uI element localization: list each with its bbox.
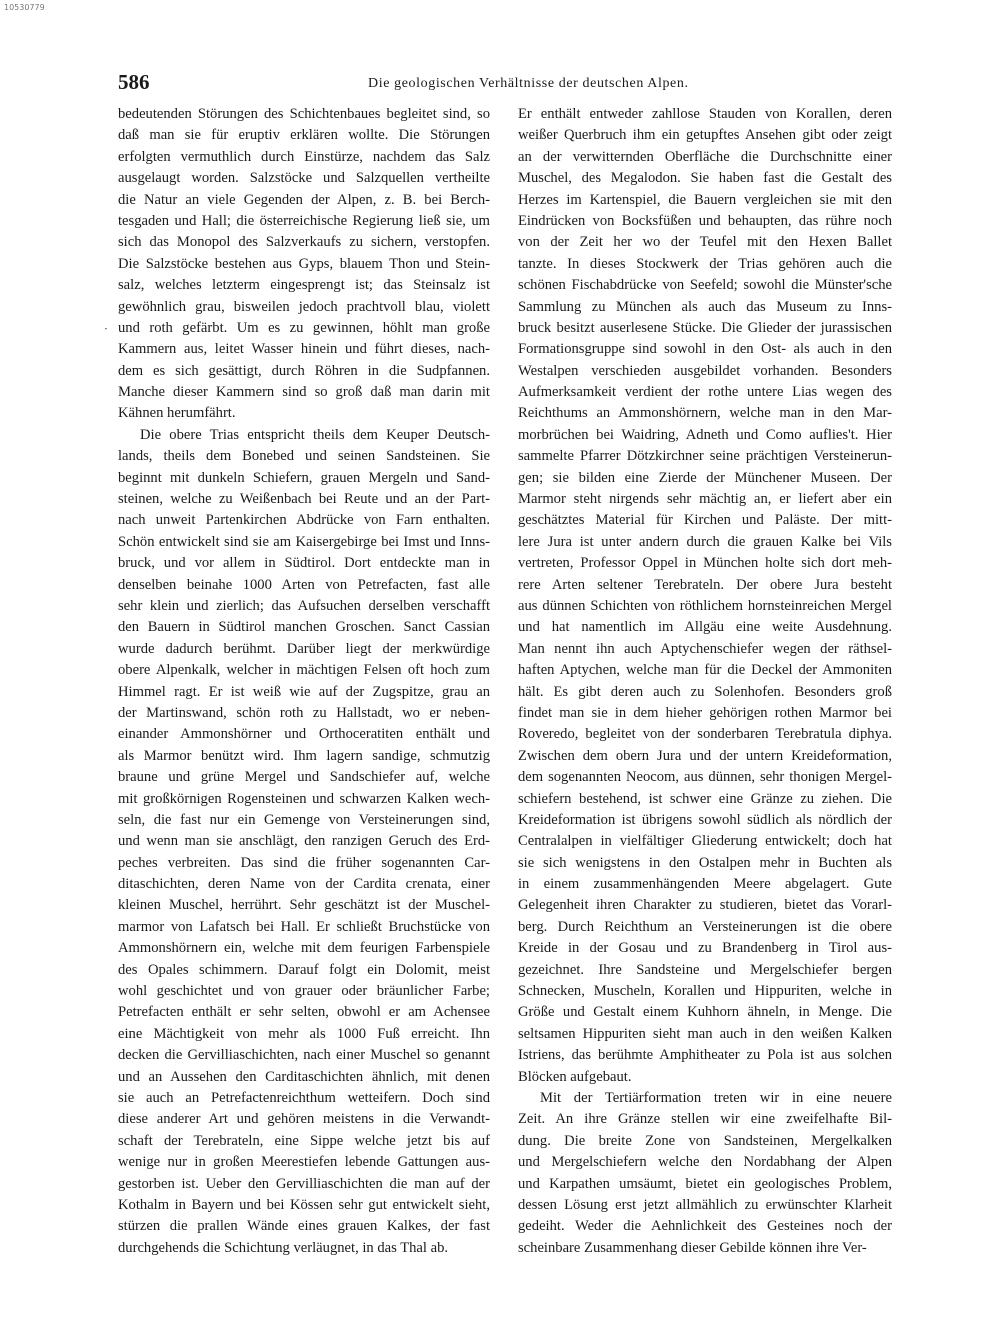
text-line: eine Mächtigkeit von mehr als 1000 Fuß erreicht. Ihn [118, 1025, 490, 1042]
text-line: daß man sie für eruptiv erklären wollte. Die Störungen [118, 127, 490, 144]
text-line: Man nennt ihn auch Aptychenschiefer wegen der räthsel- [518, 640, 892, 657]
text-line: und roth gefärbt. Um es zu gewinnen, höhlt man große [118, 319, 490, 336]
text-line: und wenn man sie anschlägt, den ranzigen Geruch des Erd- [118, 833, 490, 850]
text-line: findet man sie in dem hieher gehörigen rothen Marmor bei [518, 704, 892, 721]
text-line: steinen, welche zu Weißenbach bei Reute und an der Part- [118, 491, 490, 508]
text-line: durchgehends die Schichtung verläugnet, in das Thal ab. [118, 1239, 449, 1256]
text-line: sehr klein und zierlich; das Aufsuchen derselben verschafft [118, 597, 490, 614]
text-line: ausgelaugt worden. Salzstöcke und Salzquellen vertheilte [118, 170, 490, 187]
text-line: einander Ammonshörner und Orthoceratiten enthält und [118, 726, 490, 743]
text-line: vertreten, Professor Oppel in München holte sich dort meh- [518, 555, 892, 572]
text-line: schönen Fischabdrücke von Seefeld; sowohl die Münster'sche [518, 277, 892, 294]
text-line: bruck besitzt auserlesene Stücke. Die Glieder der jurassischen [518, 319, 892, 336]
page-number: 586 [118, 70, 150, 94]
text-line: Muschel, des Megalodon. Sie haben fast die Gestalt des [518, 170, 892, 187]
text-line: Westalpen verschieden ausgebildet vorhanden. Besonders [518, 362, 892, 379]
text-line: Ammonshörnern ein, welche mit dem feurigen Farbenspiele [118, 940, 490, 957]
text-line: Roveredo, begleitet von der sonderbaren Terebratula diphya. [518, 726, 892, 743]
text-line: stürzen die prallen Wände eines grauen Kalkes, der fast [118, 1218, 490, 1235]
text-line: schiefern bestehend, ist schwer eine Gränze zu ziehen. Die [518, 790, 892, 807]
text-line: erfolgten vermuthlich durch Einstürze, nachdem das Salz [118, 148, 490, 165]
text-line: rere Arten seltener Terebrateln. Der obere Jura besteht [518, 576, 892, 593]
text-line: mit großkörnigen Rogensteinen und schwarzen Kalken wech- [118, 790, 490, 807]
text-line: Blöcken aufgebaut. [518, 1068, 632, 1085]
text-line: Kreideformation ist übrigens sowohl südlich als nördlich der [518, 811, 892, 828]
text-line: lands, theils dem Bonebed und seinen Sandsteinen. Sie [118, 448, 490, 465]
text-line: hält. Es gibt deren auch zu Solenhofen. Besonders groß [518, 683, 892, 700]
text-line: und Mergelschiefern welche den Nordabhang der Alpen [518, 1154, 892, 1171]
text-line: tesgaden und Hall; die österreichische Regierung ließ sie, um [118, 212, 490, 229]
text-line: sie sich wenigstens in den Ostalpen mehr in Buchten als [518, 854, 892, 871]
text-line: wenige nur in großen Meerestiefen lebende Gattungen aus- [118, 1154, 490, 1171]
text-line: Zwischen dem obern Jura und der untern Kreideformation, [518, 747, 892, 764]
text-line: sie auch an Petrefactenreichthum wetteifern. Doch sind [118, 1089, 490, 1106]
text-line: weißer Querbruch ihm ein getupftes Ansehen gibt oder zeigt [518, 127, 892, 144]
text-line: dung. Die breite Zone von Sandsteinen, Mergelkalken [518, 1132, 892, 1149]
text-line: sammelte Pfarrer Dötzkirchner seine prächtigen Versteinerun- [518, 448, 892, 465]
page-header [118, 70, 874, 96]
text-line: beginnt mit dunkeln Schiefern, grauen Mergeln und Sand- [118, 469, 490, 486]
text-line: von der Zeit her wo der Teufel mit den Hexen Ballet [518, 234, 892, 251]
text-line: marmor von Lafatsch bei Hall. Er schließt Bruchstücke von [118, 918, 490, 935]
text-line: Eindrücken von Bocksfüßen und behaupten, das rühre noch [518, 212, 892, 229]
text-line: nach unweit Partenkirchen Abdrücke von Farn enthalten. [118, 512, 490, 529]
text-line: seltsamen Hippuriten sieht man auch in den weißen Kalken [518, 1025, 892, 1042]
text-line: Kammern aus, leitet Wasser hinein und führt dieses, nach- [118, 341, 490, 358]
text-line: Manche dieser Kammern sind so groß daß man darin mit [118, 384, 490, 401]
text-line: Centralalpen in vielfältiger Gliederung entwickelt; doch hat [518, 833, 892, 850]
text-line: schaft der Terebrateln, eine Sippe welche jetzt bis auf [118, 1132, 490, 1149]
text-line: gestorben ist. Ueber den Gervilliaschichten die man auf der [118, 1175, 490, 1192]
text-line: Kothalm in Bayern und bei Kössen sehr gut entwickelt sieht, [118, 1196, 490, 1213]
text-line: an der verwitternden Oberfläche die Durchschnitte einer [518, 148, 892, 165]
text-line: Die Salzstöcke bestehen aus Gyps, blauem Thon und Stein- [118, 255, 490, 272]
text-line: Mit der Tertiärformation treten wir in eine neuere [540, 1089, 892, 1106]
scan-id: 10530779 [4, 3, 45, 12]
text-line: Schön entwickelt sind sie am Kaisergebirge bei Imst und Inns- [118, 533, 490, 550]
text-line: Schnecken, Muscheln, Korallen und Hippuriten, welche in [518, 983, 892, 1000]
text-line: lere Jura ist unter andern durch die grauen Kalke bei Vils [518, 533, 892, 550]
text-line: Die obere Trias entspricht theils dem Keuper Deutsch- [140, 426, 490, 443]
text-line: Himmel ragt. Er ist weiß wie auf der Zugspitze, grau an [118, 683, 490, 700]
text-line: dessen Lösung erst jetzt allmählich zu erwünschter Klarheit [518, 1196, 892, 1213]
text-line: tanzte. In dieses Stockwerk der Trias gehören auch die [518, 255, 892, 272]
text-line: dem sogenannten Neocom, aus dünnen, sehr thonigen Mergel- [518, 769, 892, 786]
text-line: wohl geschichtet und von grauer oder bräunlicher Farbe; [118, 983, 490, 1000]
text-line: sich das Monopol des Salzverkaufs zu sichern, verstopfen. [118, 234, 490, 251]
text-line: bedeutenden Störungen des Schichtenbaues begleitet sind, so [118, 106, 490, 122]
text-line: aus dünnen Schichten von röthlichem hornsteinreichen Mergel [518, 597, 892, 614]
text-line: Größe und Gestalt einem Kuhhorn ähneln, in Menge. Die [518, 1004, 892, 1021]
text-line: gewöhnlich grau, bisweilen jedoch prachtvoll blau, violett [118, 298, 490, 315]
text-line: obere Alpenkalk, welcher in mächtigen Felsen oft hoch zum [118, 662, 490, 679]
text-line: scheinbare Zusammenhang dieser Gebilde können ihre Ver- [518, 1239, 867, 1256]
text-line: seln, die fast nur ein Gemenge von Versteinerungen sind, [118, 811, 490, 828]
text-line: geschätztes Material für Kirchen und Paläste. Der mitt- [518, 512, 892, 529]
text-line: die Natur an viele Gegenden der Alpen, z. B. bei Berch- [118, 191, 490, 208]
text-line: peches verbreiten. Das sind die früher sogenannten Car- [118, 854, 490, 871]
text-line: kleinen Muschel, herrührt. Sehr geschätzt ist der Muschel- [118, 897, 490, 914]
text-line: Zeit. An ihre Gränze stellen wir eine zweifelhafte Bil- [518, 1111, 892, 1128]
text-line: denselben beinahe 1000 Arten von Petrefacten, fast alle [118, 576, 490, 593]
text-line: dem es sich gesättigt, durch Röhren in die Sudpfannen. [118, 362, 490, 379]
text-line: Kähnen herumfährt. [118, 405, 236, 422]
text-line: haften Aptychen, welche man für die Deckel der Ammoniten [518, 662, 892, 679]
text-line: berg. Durch Reichthum an Versteinerungen ist die obere [518, 918, 892, 935]
text-line: Sammlung zu München als auch das Museum zu Inns- [518, 298, 892, 315]
text-line: Reichthums an Ammonshörnern, welche man in den Mar- [518, 405, 892, 422]
text-line: gezeichnet. Ihre Sandsteine und Mergelschiefer bergen [518, 961, 892, 978]
text-line: und an Aussehen den Carditaschichten ähnlich, mit denen [118, 1068, 490, 1085]
text-line: der Martinswand, schön roth zu Hallstadt, wo er neben- [118, 704, 490, 721]
text-line: wurde dadurch berühmt. Darüber liegt der merkwürdige [118, 640, 490, 657]
text-line: in einem zusammenhängenden Meere abgelagert. Gute [518, 876, 892, 893]
text-line: und Karpathen umsäumt, bietet ein geologisches Problem, [518, 1175, 892, 1192]
text-line: Marmor steht nirgends sehr mächtig an, er liefert aber ein [518, 491, 892, 508]
text-line: decken die Gervilliaschichten, nach einer Muschel so genannt [118, 1047, 490, 1064]
text-line: und hat namentlich im Allgäu eine weite Ausdehnung. [518, 619, 892, 636]
text-line: Petrefacten enthält er sehr selten, obwohl er am Achensee [118, 1004, 490, 1021]
text-line: des Opales schimmern. Darauf folgt ein Dolomit, meist [118, 961, 490, 978]
margin-mark: · [104, 322, 108, 336]
text-line: ditaschichten, deren Name von der Cardita crenata, einer [118, 876, 490, 893]
text-line: gen; sie bilden eine Zierde der Münchener Museen. Der [518, 469, 892, 486]
text-line: Aufmerksamkeit verdient der rothe untere Lias wegen des [518, 384, 892, 401]
text-line: bruck, und vor allem in Südtirol. Dort entdeckte man in [118, 555, 490, 572]
text-line: Er enthält entweder zahllose Stauden von Korallen, deren [518, 106, 892, 122]
text-line: den Bauern in Südtirol manchen Groschen. Sanct Cassian [118, 619, 490, 636]
text-line: Herzes im Kartenspiel, die Bauern vergleichen sie mit den [518, 191, 892, 208]
text-line: braune und grüne Mergel und Sandschiefer auf, welche [118, 769, 490, 786]
text-line: morbrüchen bei Waidring, Adneth und Como auflies't. Hier [518, 426, 892, 443]
text-line: Formationsgruppe sind sowohl in den Ost- als auch in den [518, 341, 892, 358]
text-line: Gelegenheit ihren Charakter zu studieren, bietet das Vorarl- [518, 897, 892, 914]
left-text-column [118, 104, 490, 1259]
text-line: als Marmor benützt wird. Ihm lagern sandige, schmutzig [118, 747, 490, 764]
text-line: diese anderer Art und gehören meistens in die Verwandt- [118, 1111, 490, 1128]
running-title: Die geologischen Verhältnisse der deutschen Alpen. [368, 76, 689, 91]
right-text-column [518, 104, 892, 1259]
text-line: Kreide in der Gosau und zu Brandenberg in Tirol aus- [518, 940, 892, 957]
text-line: salz, welches letzterm eingesprengt ist; das Steinsalz ist [118, 277, 490, 294]
text-line: gedeiht. Weder die Aehnlichkeit des Gesteines noch der [518, 1218, 892, 1235]
text-line: Istriens, das berühmte Amphitheater zu Pola ist aus solchen [518, 1047, 892, 1064]
